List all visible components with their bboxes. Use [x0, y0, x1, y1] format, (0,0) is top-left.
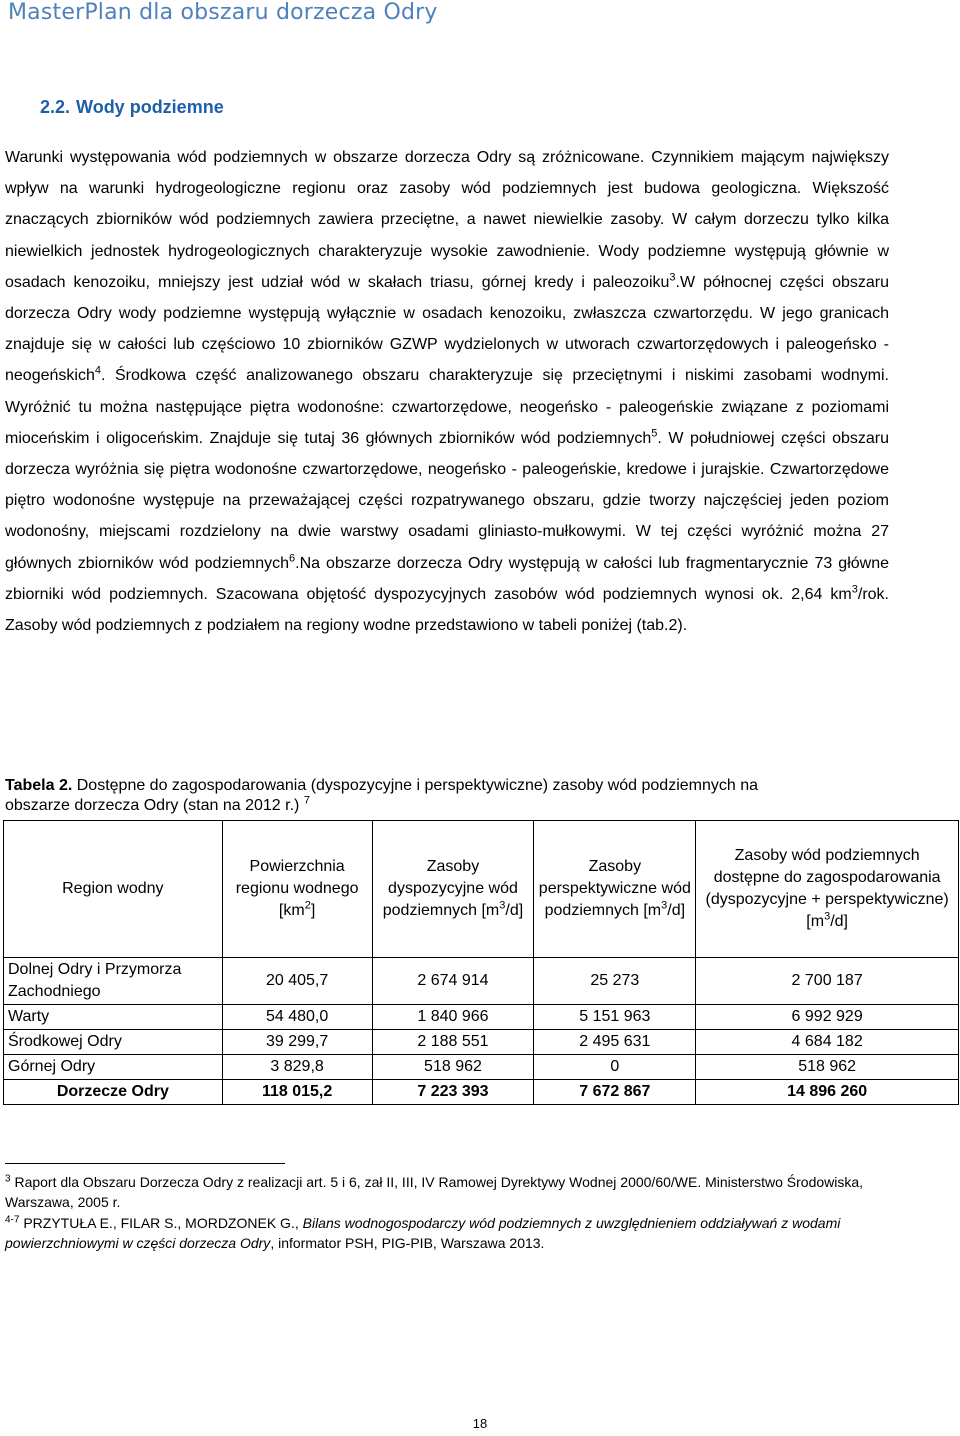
caption-label: Tabela 2. [5, 777, 73, 794]
cell-area: 20 405,7 [222, 958, 372, 1005]
footnote-ref[interactable]: 5 [651, 427, 658, 440]
section-title: Wody podziemne [76, 97, 224, 117]
footnote-ref[interactable]: 7 [303, 794, 310, 807]
body-paragraph [5, 142, 889, 641]
table-header-row [4, 821, 959, 958]
footnote-text: , informator PSH, PIG-PIB, Warszawa 2013. [270, 1235, 545, 1251]
cell-perspective: 2 495 631 [534, 1030, 696, 1055]
cell-area: 39 299,7 [222, 1030, 372, 1055]
cell-perspective: 0 [534, 1055, 696, 1080]
resources-table [3, 820, 959, 1105]
footnote-ref[interactable]: 4 [94, 365, 101, 378]
table-row [4, 1030, 959, 1055]
cell-region: Dolnej Odry i Przymorza Zachodniego [4, 958, 223, 1005]
cell-region: Środkowej Odry [4, 1030, 223, 1055]
footnote-authors: PRZYTUŁA E., FILAR S., MORDZONEK G., [23, 1215, 303, 1231]
paragraph-text: /rok. Zasoby wód podziemnych z podziałem na regiony wodne przedstawiono w tabeli poniżej (tab.2). [5, 585, 889, 635]
cell-available: 2 700 187 [696, 958, 959, 1005]
footnote-ref[interactable]: 3 [669, 271, 676, 284]
footnote-mark: 4-7 [5, 1214, 20, 1226]
running-header: MasterPlan dla obszaru dorzecza Odry [8, 0, 438, 25]
table-row [4, 1055, 959, 1080]
cell-available: 14 896 260 [696, 1080, 959, 1105]
cell-disposable: 518 962 [372, 1055, 534, 1080]
cell-area: 118 015,2 [222, 1080, 372, 1105]
cell-region: Dorzecze Odry [4, 1080, 223, 1105]
table-total-row [4, 1080, 959, 1105]
table-caption [5, 776, 825, 816]
cell-perspective: 5 151 963 [534, 1005, 696, 1030]
cell-disposable: 2 188 551 [372, 1030, 534, 1055]
paragraph-text: .W północnej części obszaru dorzecza Odry wody podziemne występują wyłącznie w osadach kenozoiku, zwłaszcza czwartorzędu. W jego granicach znajduje się w całości lub częściowo 10 zbiorników GZWP wydzielonych w utworach czwartorzędowych i paleogeńsko - neogeńskich [5, 273, 889, 385]
cell-region: Warty [4, 1005, 223, 1030]
cell-perspective: 7 672 867 [534, 1080, 696, 1105]
section-heading [40, 97, 224, 118]
footnote-title: Bilans wodnogospodarczy wód podziemnych z uwzględnieniem oddziaływań z wodami powierzchniowymi w części dorzecza Odry [5, 1215, 841, 1251]
cell-area: 54 480,0 [222, 1005, 372, 1030]
cell-perspective: 25 273 [534, 958, 696, 1005]
section-number: 2.2. [40, 97, 71, 117]
superscript: 3 [851, 583, 858, 596]
footnote-text: Raport dla Obszaru Dorzecza Odry z realizacji art. 5 i 6, zał II, III, IV Ramowej Dyrektywy Wodnej 2000/60/WE. Ministerstwo Środowiska, Warszawa, 2005 r. [5, 1174, 864, 1210]
header-area: Powierzchnia regionu wodnego $[km^2]$ [222, 821, 372, 958]
footnote-mark: 3 [5, 1173, 11, 1185]
paragraph-text: . Środkowa część analizowanego obszaru charakteryzuje się przeciętnymi i niskimi zasobami wodnymi. Wyróżnić tu można następujące piętra wodonośne: czwartorzędowe, neogeńsko - paleogeńskie związane z poziomami mioceńskim i oligoceńskim. Znajduje się tutaj 36 głównych zbiorników wód podziemnych [5, 367, 889, 447]
cell-disposable: 2 674 914 [372, 958, 534, 1005]
table-row [4, 958, 959, 1005]
caption-text: Dostępne do zagospodarowania (dyspozycyjne i perspektywiczne) zasoby wód podziemnych na obszarze dorzecza Odry (stan na 2012 r.) [5, 777, 759, 814]
paragraph-text: . W południowej części obszaru dorzecza wyróżnia się piętra wodonośne czwartorzędowe, neogeńsko - paleogeńskie, kredowe i jurajskie. Czwartorzędowe piętro wodonośne występuje na przeważającej części rozpatrywanego obszaru, gdzie tworzy najczęściej jeden poziom wodonośny, miejscami rozdzielony na dwie warstwy osadami gliniasto-mułkowymi. W tej części wyróżnić można 27 głównych zbiorników wód podziemnych [5, 429, 889, 572]
paragraph-text: Warunki występowania wód podziemnych w obszarze dorzecza Odry są zróżnicowane. Czynnikiem mającym największy wpływ na warunki hydrogeologiczne regionu oraz zasoby wód podziemnych jest budowa geologiczna. Większość znaczących zbiorników wód podziemnych zawiera przeciętne, a nawet niewielkie zasoby. W całym dorzeczu tylko kilka niewielkich jednostek hydrogeologicznych charakteryzuje wysokie zawodnienie. Wody podziemne występują głównie w osadach kenozoiku, mniejszy jest udział wód w skałach triasu, górnej kredy i paleozoiku [5, 149, 889, 291]
footnote-ref[interactable]: 6 [289, 552, 296, 565]
footnote [5, 1172, 905, 1212]
header-disposable: Zasoby dyspozycyjne wód podziemnych $[m^3/d]$ [372, 821, 534, 958]
page-number: 18 [472, 1416, 488, 1431]
table-row [4, 1005, 959, 1030]
cell-available: 6 992 929 [696, 1005, 959, 1030]
cell-available: 4 684 182 [696, 1030, 959, 1055]
cell-disposable: 7 223 393 [372, 1080, 534, 1105]
cell-available: 518 962 [696, 1055, 959, 1080]
cell-disposable: 1 840 966 [372, 1005, 534, 1030]
paragraph-text: .Na obszarze dorzecza Odry występują w całości lub fragmentarycznie 73 główne zbiorniki wód podziemnych. Szacowana objętość dyspozycyjnych zasobów wód podziemnych wynosi ok. 2,64 km [5, 554, 890, 603]
header-region: Region wodny [4, 821, 223, 958]
footnote-separator [5, 1163, 285, 1164]
header-available: Zasoby wód podziemnych dostępne do zagospodarowania (dyspozycyjne + perspektywiczne) $[m^3/d]$ [696, 821, 959, 958]
header-perspective: Zasoby perspektywiczne wód podziemnych $[m^3/d]$ [534, 821, 696, 958]
cell-area: 3 829,8 [222, 1055, 372, 1080]
footnote [5, 1213, 905, 1253]
cell-region: Górnej Odry [4, 1055, 223, 1080]
